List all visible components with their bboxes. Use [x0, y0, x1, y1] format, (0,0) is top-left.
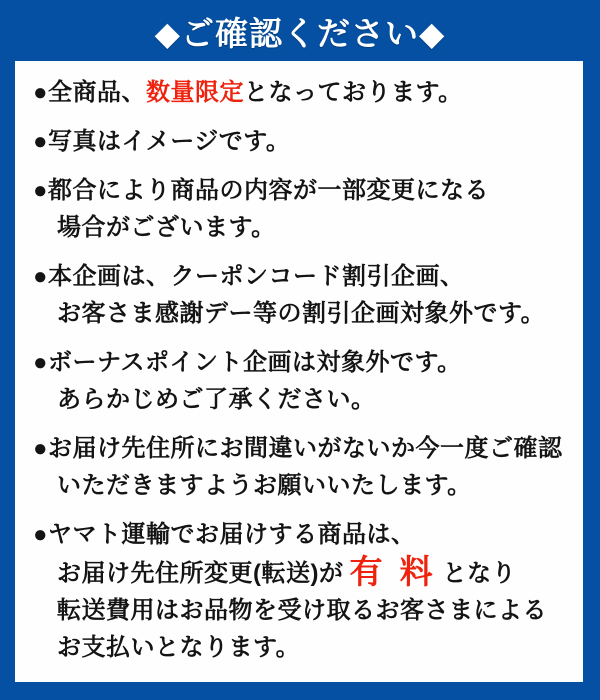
highlight-text: 数量限定: [146, 79, 244, 106]
notice-line: [33, 553, 571, 592]
notice-item: [33, 123, 571, 160]
notice-text: 転送費用はお品物を受け取るお客さまによる: [57, 597, 547, 624]
notice-item: [33, 172, 571, 246]
highlight-text: 有 料: [349, 553, 437, 590]
notice-line: [33, 516, 571, 553]
notice-line: [33, 467, 571, 504]
notice-line: [33, 172, 571, 209]
notice-line: [33, 74, 571, 111]
notice-text: あらかじめご了承ください。: [57, 386, 376, 413]
notice-text: お支払いとなります。: [57, 634, 301, 661]
notice-item: [33, 430, 571, 504]
notice-item: [33, 516, 571, 666]
notice-line: [33, 381, 571, 418]
notice-item: [33, 258, 571, 332]
notice-text: ●本企画は、クーポンコード割引企画、: [33, 263, 465, 290]
notice-panel: [15, 61, 583, 682]
notice-line: [33, 295, 571, 332]
notice-text: いただきますようお願いいたします。: [57, 472, 472, 499]
notice-line: [33, 629, 571, 666]
notice-line: [33, 430, 571, 467]
notice-item: [33, 344, 571, 418]
notice-line: [33, 258, 571, 295]
notice-text: ●ボーナスポイント企画は対象外です。: [33, 349, 462, 376]
notice-text: ●ヤマト運輸でお届けする商品は、: [33, 521, 416, 548]
notice-text: お届け先住所変更(転送)が: [57, 560, 344, 587]
notice-line: [33, 592, 571, 629]
notice-line: [33, 209, 571, 246]
notice-text: 場合がございます。: [57, 214, 276, 241]
notice-text: ●全商品、: [33, 79, 146, 106]
page-title: ◆ご確認ください◆: [154, 15, 446, 52]
notice-item: [33, 74, 571, 111]
notice-text: となっております。: [244, 79, 463, 106]
notice-text: ●お届け先住所にお間違いがないか今一度ご確認: [33, 435, 563, 462]
notice-text: お客さま感謝デー等の割引企画対象外です。: [57, 300, 546, 327]
notice-text: となり: [442, 560, 517, 587]
notice-text: ●都合により商品の内容が一部変更になる: [33, 177, 489, 204]
notice-line: [33, 123, 571, 160]
notice-line: [33, 344, 571, 381]
notice-text: ●写真はイメージです。: [33, 128, 291, 155]
